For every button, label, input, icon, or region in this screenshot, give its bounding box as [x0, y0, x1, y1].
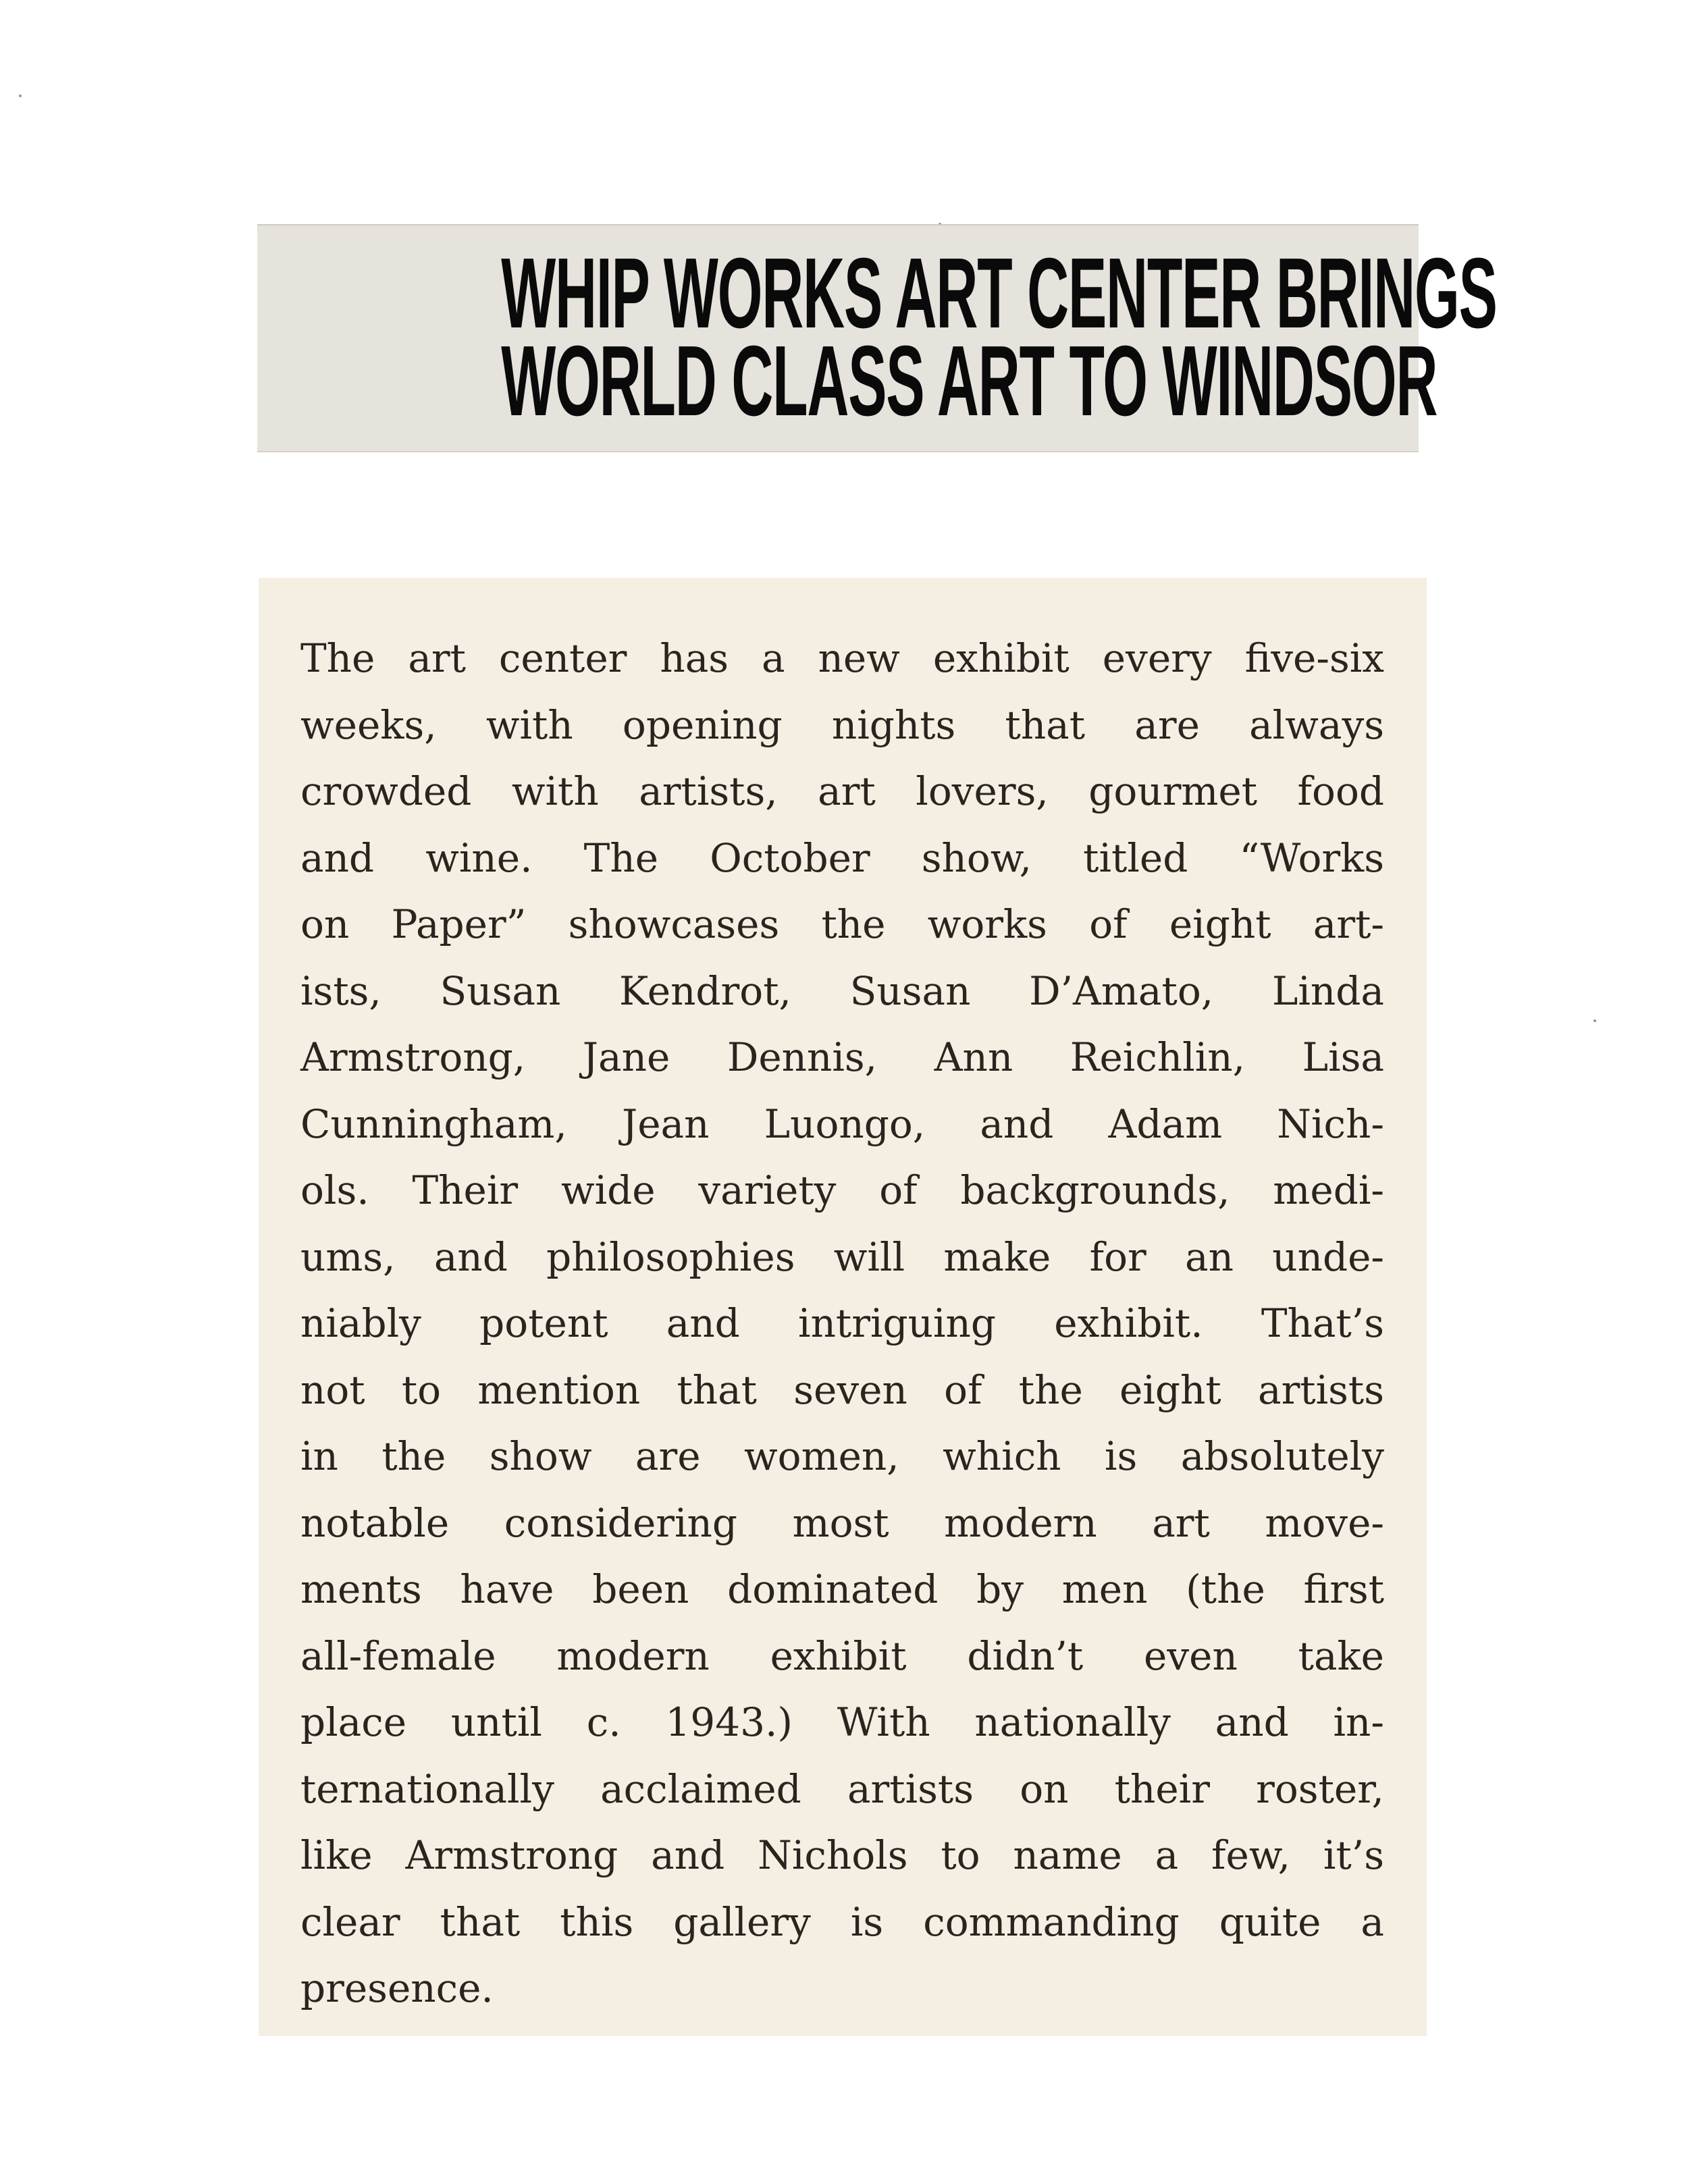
article-line: Cunningham, Jean Luongo, and Adam Nich-: [300, 1100, 1384, 1147]
article-line: and wine. The October show, titled “Works: [300, 834, 1384, 881]
article-line: presence.: [300, 1965, 494, 2011]
article-line: crowded with artists, art lovers, gourmet food: [300, 768, 1384, 814]
article-line: weeks, with opening nights that are always: [300, 701, 1384, 748]
article-line: ols. Their wide variety of backgrounds, medi-: [300, 1167, 1384, 1213]
article-line: not to mention that seven of the eight artists: [300, 1366, 1384, 1413]
article-line: Armstrong, Jane Dennis, Ann Reichlin, Lisa: [300, 1034, 1384, 1080]
article-line: place until c. 1943.) With nationally and in-: [300, 1699, 1384, 1745]
headline-clipping: [257, 224, 1497, 452]
scan-speck: [19, 95, 22, 97]
article-line: niably potent and intriguing exhibit. That’s: [300, 1300, 1384, 1346]
article-line: in the show are women, which is absolutely: [300, 1433, 1384, 1479]
article-line: ternationally acclaimed artists on their roster,: [300, 1765, 1384, 1812]
article-line: ists, Susan Kendrot, Susan D’Amato, Linda: [300, 967, 1384, 1014]
article-line: ments have been dominated by men (the first: [300, 1566, 1384, 1612]
article-line: notable considering most modern art move-: [300, 1499, 1384, 1546]
article-line: like Armstrong and Nichols to name a few, it’s: [300, 1832, 1384, 1878]
article-line: The art center has a new exhibit every five-six: [300, 635, 1384, 681]
headline: [257, 238, 1497, 437]
article-line: all-female modern exhibit didn’t even take: [300, 1632, 1384, 1679]
article-line: ums, and philosophies will make for an unde-: [300, 1233, 1384, 1280]
article-body: [300, 625, 1384, 2022]
article-line: on Paper” showcases the works of eight art-: [300, 901, 1384, 947]
headline-line: WORLD CLASS ART TO WINDSOR: [501, 325, 1438, 437]
headline-line: WHIP WORKS ART CENTER BRINGS: [501, 238, 1497, 349]
article-clipping: [259, 578, 1427, 2036]
scan-speck: [1593, 1019, 1596, 1022]
article-line: clear that this gallery is commanding quite a: [300, 1898, 1384, 1945]
